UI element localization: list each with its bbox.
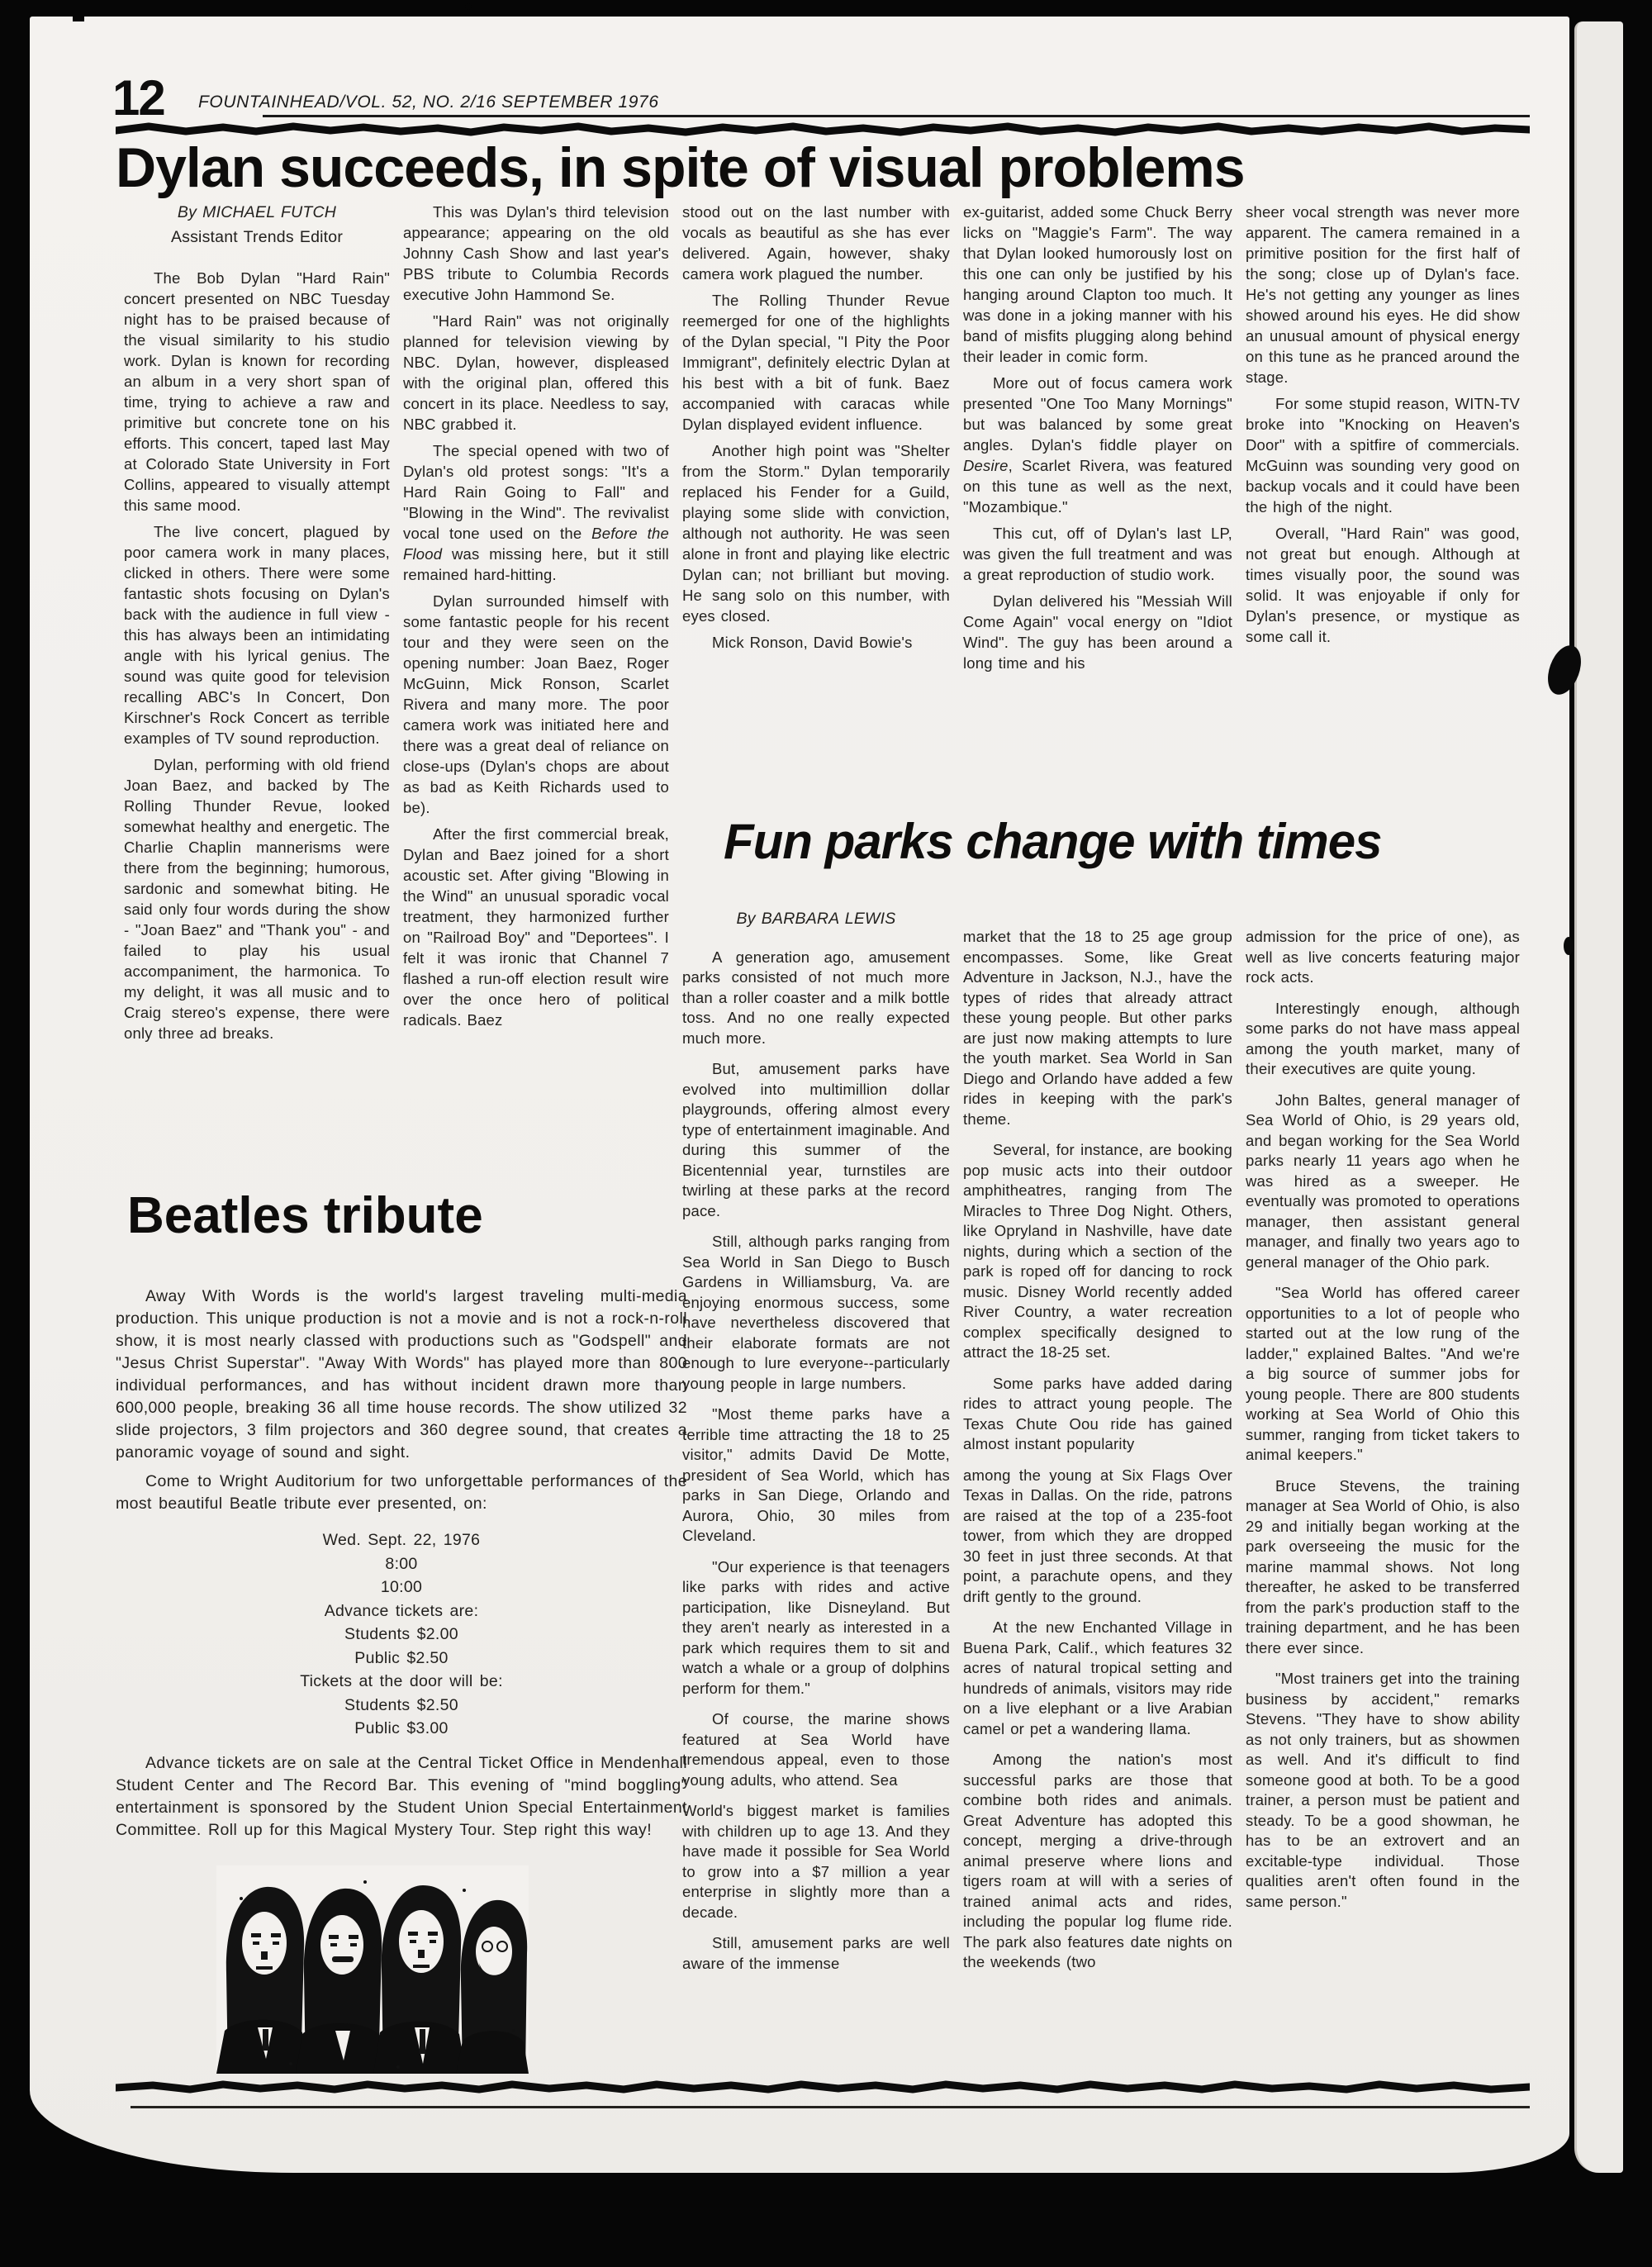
funparks-paragraph: Among the nation's most successful parks are those that combine both rides and animals. Great Adventure has adopted this concept, merging a drive-through animal preserve where lions and tigers roam at will with a series of trained animal acts and rides, including the popular log flume ride. The park also features date nights on the weekends (two [963, 1751, 1232, 1970]
funparks-column-3 [1246, 927, 1520, 1922]
dylan-column-1 [124, 202, 390, 1049]
adjacent-page-edge [1574, 21, 1623, 2173]
dylan-paragraph: For some stupid reason, WITN-TV broke into "Knocking on Heaven's Door" with a spitfire of commercials. McGuinn was sounding very good on backup vocals and it could have been the high of the night. [1246, 395, 1520, 516]
dylan-column-2 [403, 202, 669, 1036]
scan-artifact [932, 2, 935, 15]
dylan-paragraph: Dylan surrounded himself with some fantastic people for his recent tour and they were seen on the opening number: Joan Baez, Roger McGuinn, Mick Ronson, Scarlet Rivera and many more. The poor camera work was initiated here and there was a great deal of reliance on close-ups (Dylan's chops are about as bad as Keith Richards used to be). [403, 592, 669, 816]
dylan-paragraph: Mick Ronson, David Bowie's [712, 634, 913, 651]
page-curl-shadow [1564, 937, 1574, 955]
funparks-paragraph: "Most theme parks have a terrible time attracting the 18 to 25 visitor," admits David De Motte, president of Sea World, which has parks in San Diege, Orlando and Aurora, Ohio, 30 miles from Cleveland. [682, 1405, 950, 1544]
dylan-headline: Dylan succeeds, in spite of visual problems [116, 136, 1245, 199]
dylan-byline: By MICHAEL FUTCH [177, 203, 337, 221]
funparks-paragraph: But, amusement parks have evolved into multimillion dollar playgrounds, offering almost every type of entertainment imaginable. And during this summer of the Bicentennial year, turnstiles are twirling at these parks at the record pace. [682, 1060, 950, 1219]
funparks-paragraph: At the new Enchanted Village in Buena Park, Calif., which features 32 acres of natural tropical setting and hundreds of animals, visitors may ride on a live elephant or a live Arabian camel or pet a wandering llama. [963, 1618, 1232, 1737]
funparks-paragraph: "Most trainers get into the training business by accident," remarks Stevens. "They have to show ability as not only trainers, but as showmen as well. And it's difficult to find someone good at both. To be a good trainer, a person must be patient and steady. To be a good showman, he has to be an extrovert and an excitable-type individual. Those qualities aren't often found in the same person." [1246, 1670, 1520, 1910]
wavy-rule-bottom [116, 2079, 1530, 2097]
scan-artifact [73, 0, 84, 21]
funparks-paragraph: market that the 18 to 25 age group encompasses. Some, like Great Adventure in Jackson, N.J., have the types of rides that already attract these young people. But other parks are just now making attempts to lure the youth market. Sea World in San Diego and Orlando have added a few rides in keeping with the park's theme. [963, 928, 1232, 1128]
dylan-paragraph: The live concert, plagued by poor camera work in many places, clicked in others. There were some fantastic shots focusing on Dylan's back with the audience in full view - this has always been an intimidating angle with his lyrical genius. The sound was quite good for television recalling ABC's In Concert, Don Kirschner's Rock Concert as terrible examples of TV sound reproduction. [124, 523, 390, 747]
funparks-paragraph: John Baltes, general manager of Sea World of Ohio, is 29 years old, and began working for the Sea World parks nearly 11 years ago when he was hired as a sweeper. He eventually was promoted to operations manager, then assistant general manager, and finally two years ago to general manager of the Ohio park. [1246, 1091, 1520, 1271]
funparks-column-1 [682, 909, 950, 1984]
funparks-paragraph: Interestingly enough, although some parks do not have mass appeal among the youth market, many of their executives are quite young. [1246, 999, 1520, 1077]
paragraph-text: The special opened with two of Dylan's old protest songs: "It's a Hard Rain Going to Fall" and "Blowing in the Wind". The revivalist vocal tone used on the [403, 442, 669, 542]
beatles-paragraph: Away With Words is the world's largest traveling multi-media production. This unique production is not a movie and is not a rock-n-roll show, it is most nearly classed with productions such as "Godspell" and "Jesus Christ Superstar". "Away With Words" has played more than 800 individual performances, and has without incident drawn more than 600,000 people, breaking 36 all time house records. The show utilized 32 slide projectors, 3 film projectors and 360 degree sound, that creates a panoramic voyage of sound and sight. [116, 1287, 687, 1461]
dylan-paragraph: sheer vocal strength was never more apparent. The camera remained in a primitive position for the first half of the song; close up of Dylan's face. He's not getting any younger as lines showed around his eyes. He did show an unusual amount of physical energy on this tune as he pranced around the stage. [1246, 203, 1520, 386]
funparks-paragraph: World's biggest market is families with children up to age 13. And they have made it possible for Sea World to grow into a $7 million a year enterprise in slightly more than a decade. [682, 1802, 950, 1921]
ticket-info [116, 1528, 687, 1741]
ticket-line-time: 10:00 [380, 1578, 423, 1596]
dylan-paragraph: This was Dylan's third television appearance; appearing on the old Johnny Cash Show and last year's PBS tribute to Columbia Records executive John Hammond Se. [403, 203, 669, 303]
dylan-paragraph: "Hard Rain" was not originally planned for television viewing by NBC. Dylan, however, displeased with the original plan, offered this concert in its place. Needless to say, NBC grabbed it. [403, 312, 669, 433]
dylan-paragraph: After the first commercial break, Dylan and Baez joined for a short acoustic set. After giving "Blowing in the Wind" an unusual sporadic vocal treatment, they harmonized further on "Railroad Boy" and "Deportees". I felt it was ironic that Channel 7 flashed a run-off election result wire over the once hero of political radicals. Baez [403, 825, 669, 1029]
dylan-paragraph: The Rolling Thunder Revue reemerged for one of the highlights of the Dylan special, "I Pity the Poor Immigrant", definitely electric Dylan at his best with a bit of funk. Baez accompanied with caracas while Dylan displayed evident influence. [682, 292, 950, 433]
funparks-paragraph: among the young at Six Flags Over Texas in Dallas. On the ride, patrons are raised at the top of a 235-foot tower, from which they are dropped 30 feet in just three seconds. At that point, a parachute opens, and they drift gently to the ground. [963, 1466, 1232, 1605]
album-title-italic: Desire [963, 457, 1009, 474]
dylan-paragraph [403, 440, 669, 585]
funparks-paragraph: "Our experience is that teenagers like parks with rides and active participation, like Disneyland. But they aren't nearly as interested in a park which requires them to sit and watch a whale or a group of dolphins perform for them." [682, 1557, 950, 1697]
funparks-paragraph: Still, although parks ranging from Sea World in San Diego to Busch Gardens in Williamsburg, Va. are enjoying enormous success, some have nevertheless discovered that their elaborate formats are not enough to lure everyone--particularly young people in large numbers. [682, 1233, 950, 1392]
paragraph-text: was missing here, but it still remained hard-hitting. [403, 545, 669, 583]
dylan-paragraph: The Bob Dylan "Hard Rain" concert presented on NBC Tuesday night has to be praised because of the visual similarity to his studio work. Dylan is known for recording an album in a very short span of time, trying to achieve a raw and primitive but concrete tone on his efforts. This concert, taped last May at Colorado State University in Fort Collins, appeared to visually attempt this same mood. [124, 269, 390, 514]
dylan-paragraph: ex-guitarist, added some Chuck Berry licks on "Maggie's Farm". The way that Dylan looked humorously lost on this one can only be justified by his hanging around Clapton too much. It was done in a joking manner with his band of misfits plugging along behind their leader in comic form. [963, 203, 1232, 365]
dylan-paragraph: This cut, off of Dylan's last LP, was given the full treatment and was a great reproduction of studio work. [963, 525, 1232, 583]
page-number: 12 [112, 70, 164, 126]
bottom-rule [131, 2106, 1530, 2108]
dylan-paragraph: stood out on the last number with vocals as beautiful as she has ever delivered. Again, however, shaky camera work plagued the number. [682, 203, 950, 283]
beatles-section [116, 1286, 687, 1848]
funparks-paragraph: Of course, the marine shows featured at Sea World have tremendous appeal, even to those young adults, who attend. Sea [682, 1710, 950, 1789]
beatles-paragraph: Come to Wright Auditorium for two unforgettable performances of the most beautiful Beatle tribute ever presented, on: [116, 1472, 687, 1513]
funparks-paragraph: Several, for instance, are booking pop music acts into their outdoor amphitheatres, ranging from The Miracles to Three Dog Night. Others, like Opryland in Nashville, have date nights, during which a section of the park is roped off for dancing to rock music. Disney World recently added River Country, a water recreation complex specifically designed to attract the 18-25 set. [963, 1141, 1232, 1361]
paragraph-text: , Scarlet Rivera, was featured on this tune as well as the next, "Mozambique." [963, 457, 1232, 516]
beatles-paragraph: Advance tickets are on sale at the Central Ticket Office in Mendenhall Student Center and The Record Bar. This evening of "mind boggling" entertainment is sponsored by the Student Union Special Entertainment Committee. Roll up for this Magical Mystery Tour. Step right this way! [116, 1753, 687, 1839]
dylan-paragraph: Dylan, performing with old friend Joan Baez, and backed by The Rolling Thunder Revue, looked somewhat healthy and energetic. The Charlie Chaplin mannerisms were there from the beginning; humorous, sardonic and somewhat biting. He said only four words during the show - "Joan Baez" and "Thank you" - and failed to play his usual accompaniment, the harmonica. To my delight, it was all music and to Craig stereo's expense, there were only three ad breaks. [124, 756, 390, 1042]
funparks-column-2 [963, 927, 1232, 1984]
ticket-line-price: Public $3.00 [354, 1719, 449, 1737]
beatles-photo [216, 1865, 529, 2074]
ticket-line-time: 8:00 [385, 1554, 418, 1573]
dylan-paragraph: Another high point was "Shelter from the Storm." Dylan temporarily replaced his Fender for a Guild, playing some slide with conviction, although not authority. He was seen alone in front and playing like electric Dylan can; not brilliant but moving. He sang solo on this number, with eyes closed. [682, 442, 950, 625]
beatles-headline: Beatles tribute [127, 1187, 483, 1244]
ticket-line-price: Students $2.00 [344, 1625, 458, 1643]
funparks-paragraph: Some parks have added daring rides to attract young people. The Texas Chute Oou ride has gained almost instant popularity [963, 1374, 1232, 1452]
dylan-paragraph: Dylan delivered his "Messiah Will Come Again" vocal energy on "Idiot Wind". The guy has been around a long time and his [963, 592, 1232, 672]
scan-artifact [697, 0, 700, 13]
dylan-paragraph: Overall, "Hard Rain" was good, not great but enough. Although at times visually poor, the sound was solid. It was enjoyable if only for Dylan's presence, or mystique as some call it. [1246, 525, 1520, 645]
masthead-rule [263, 115, 1530, 117]
album-title-italic: Before the Flood [403, 525, 669, 563]
ticket-line-date: Wed. Sept. 22, 1976 [322, 1531, 481, 1549]
funparks-paragraph: "Sea World has offered career opportunities to a lot of people who started out at the low rung of the ladder," explained Baltes. "And we're a big source of summer jobs for young people. There are 800 students working at Sea World of Ohio this summer, ranging from ticket takers to animal keepers." [1246, 1284, 1520, 1463]
paragraph-text: More out of focus camera work presented "One Too Many Mornings" but was balanced by some great angles. Dylan's fiddle player on [963, 374, 1232, 454]
dylan-paragraph [963, 373, 1232, 517]
dylan-byline-title: Assistant Trends Editor [170, 228, 344, 246]
funparks-paragraph: Bruce Stevens, the training manager at Sea World of Ohio, is also 29 and initially began working at the park overseeing the music for the marine mammal shows. Not long thereafter, he asked to be transferred from the park's production staff to the training department, and he has been there ever since. [1246, 1476, 1520, 1656]
dylan-column-3 [682, 202, 950, 658]
ticket-line-label: Advance tickets are: [324, 1601, 479, 1620]
masthead-title: FOUNTAINHEAD/VOL. 52, NO. 2/16 SEPTEMBER 1976 [198, 93, 659, 112]
ticket-line-label: Tickets at the door will be: [300, 1672, 503, 1690]
funparks-paragraph: Still, amusement parks are well aware of the immense [682, 1934, 950, 1972]
scan-artifact [465, 3, 472, 10]
funparks-headline: Fun parks change with times [724, 814, 1382, 869]
funparks-paragraph: admission for the price of one), as well as live concerts featuring major rock acts. [1246, 928, 1520, 986]
dylan-column-5 [1246, 202, 1520, 653]
dylan-column-4 [963, 202, 1232, 679]
ticket-line-price: Students $2.50 [344, 1695, 458, 1714]
funparks-paragraph: A generation ago, amusement parks consisted of not much more than a roller coaster and a milk bottle toss. And no one really expected much more. [682, 948, 950, 1047]
ticket-line-price: Public $2.50 [354, 1648, 449, 1667]
funparks-byline: By BARBARA LEWIS [736, 910, 896, 928]
